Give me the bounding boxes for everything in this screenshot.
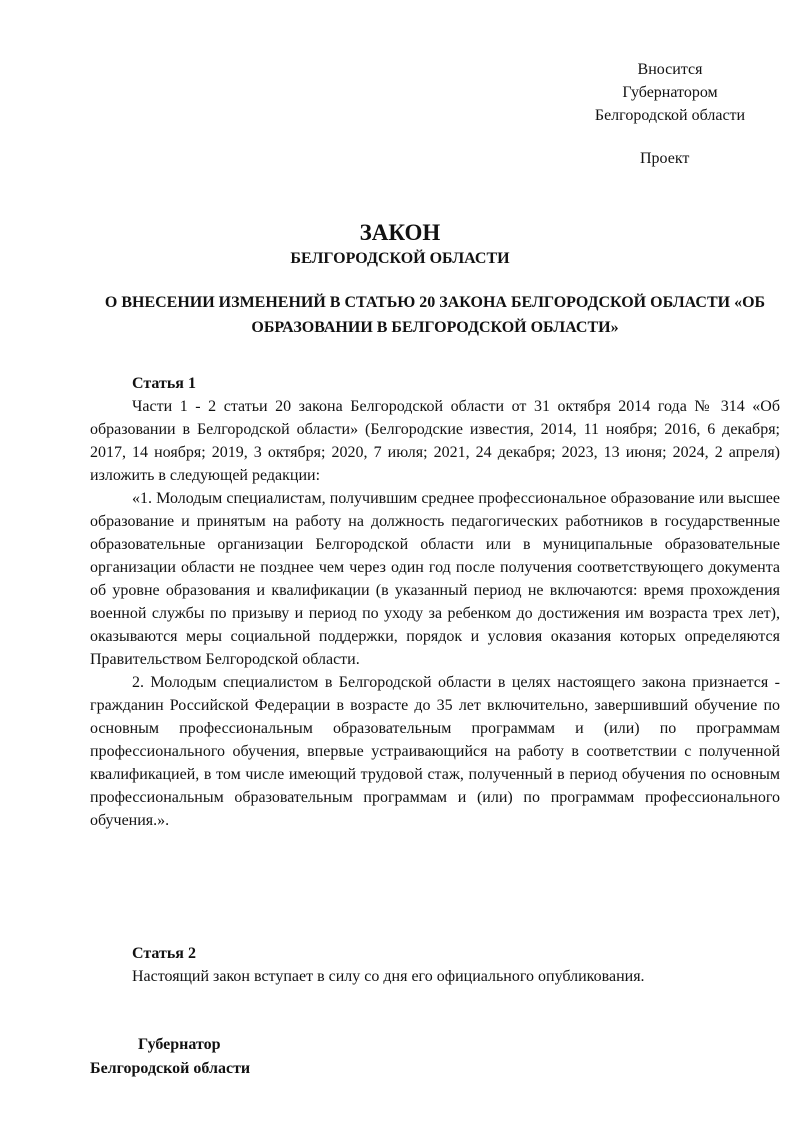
document-heading: О ВНЕСЕНИИ ИЗМЕНЕНИЙ В СТАТЬЮ 20 ЗАКОНА БЕЛГОРОДСКОЙ ОБЛАСТИ «ОБ ОБРАЗОВАНИИ В БЕЛГОРОДСКОЙ ОБЛАСТИ» [104, 294, 766, 336]
signature-line-2: Белгородской области [90, 1060, 251, 1077]
draft-mark: Проект [640, 150, 690, 167]
article-1-paragraph: 2. Молодым специалистом в Белгородской области в целях настоящего закона признается - гражданин Российской Федерации в возрасте до 35 лет включительно, завершивший обучение по основным профессиональным образовательным программам и (или) по программам профессионального обучения, впервые устраивающийся на работу в соответствии с полученной квалификацией, в том числе имеющий трудовой стаж, полученный в период обучения по основным профессиональным образовательным программам и (или) по программам профессионального обучения.». [90, 674, 780, 829]
article-1-title: Статья 1 [132, 375, 196, 392]
submitter-line-3: Белгородской области [594, 107, 746, 124]
document-title: ЗАКОН [359, 220, 441, 245]
article-1-paragraph: Части 1 - 2 статьи 20 закона Белгородской области от 31 октября 2014 года № 314 «Об образовании в Белгородской области» (Белгородские известия, 2014, 11 ноября; 2016, 6 декабря; 2017, 14 ноября; 2019, 3 октября; 2020, 7 июля; 2021, 24 декабря; 2023, 13 июня; 2024, 2 апреля) изложить в следующей редакции: [90, 398, 780, 484]
article-2-paragraph: Настоящий закон вступает в силу со дня его официального опубликования. [132, 968, 645, 985]
signature-line-1: Губернатор [138, 1036, 221, 1053]
signature-block [90, 1033, 250, 1081]
article-1 [90, 372, 780, 832]
article-2 [90, 942, 780, 988]
article-2-title: Статья 2 [132, 945, 196, 962]
article-1-paragraph: «1. Молодым специалистам, получившим среднее профессиональное образование или высшее образование и принятым на работу на должность педагогических работников в государственные образовательные организации Белгородской области или в муниципальные образовательные организации области не позднее чем через один год после получения соответствующего документа об уровне образования и квалификации (в указанный период не включаются: время прохождения военной службы по призыву и период по уходу за ребенком до достижения им возраста трех лет), оказываются меры социальной поддержки, порядок и условия оказания которых определяются Правительством Белгородской области. [90, 490, 780, 668]
submitter-line-1: Вносится [637, 61, 703, 78]
submitter-line-2: Губернатором [622, 84, 718, 101]
document-subtitle: БЕЛГОРОДСКОЙ ОБЛАСТИ [290, 250, 510, 267]
submitter-block [570, 58, 770, 127]
